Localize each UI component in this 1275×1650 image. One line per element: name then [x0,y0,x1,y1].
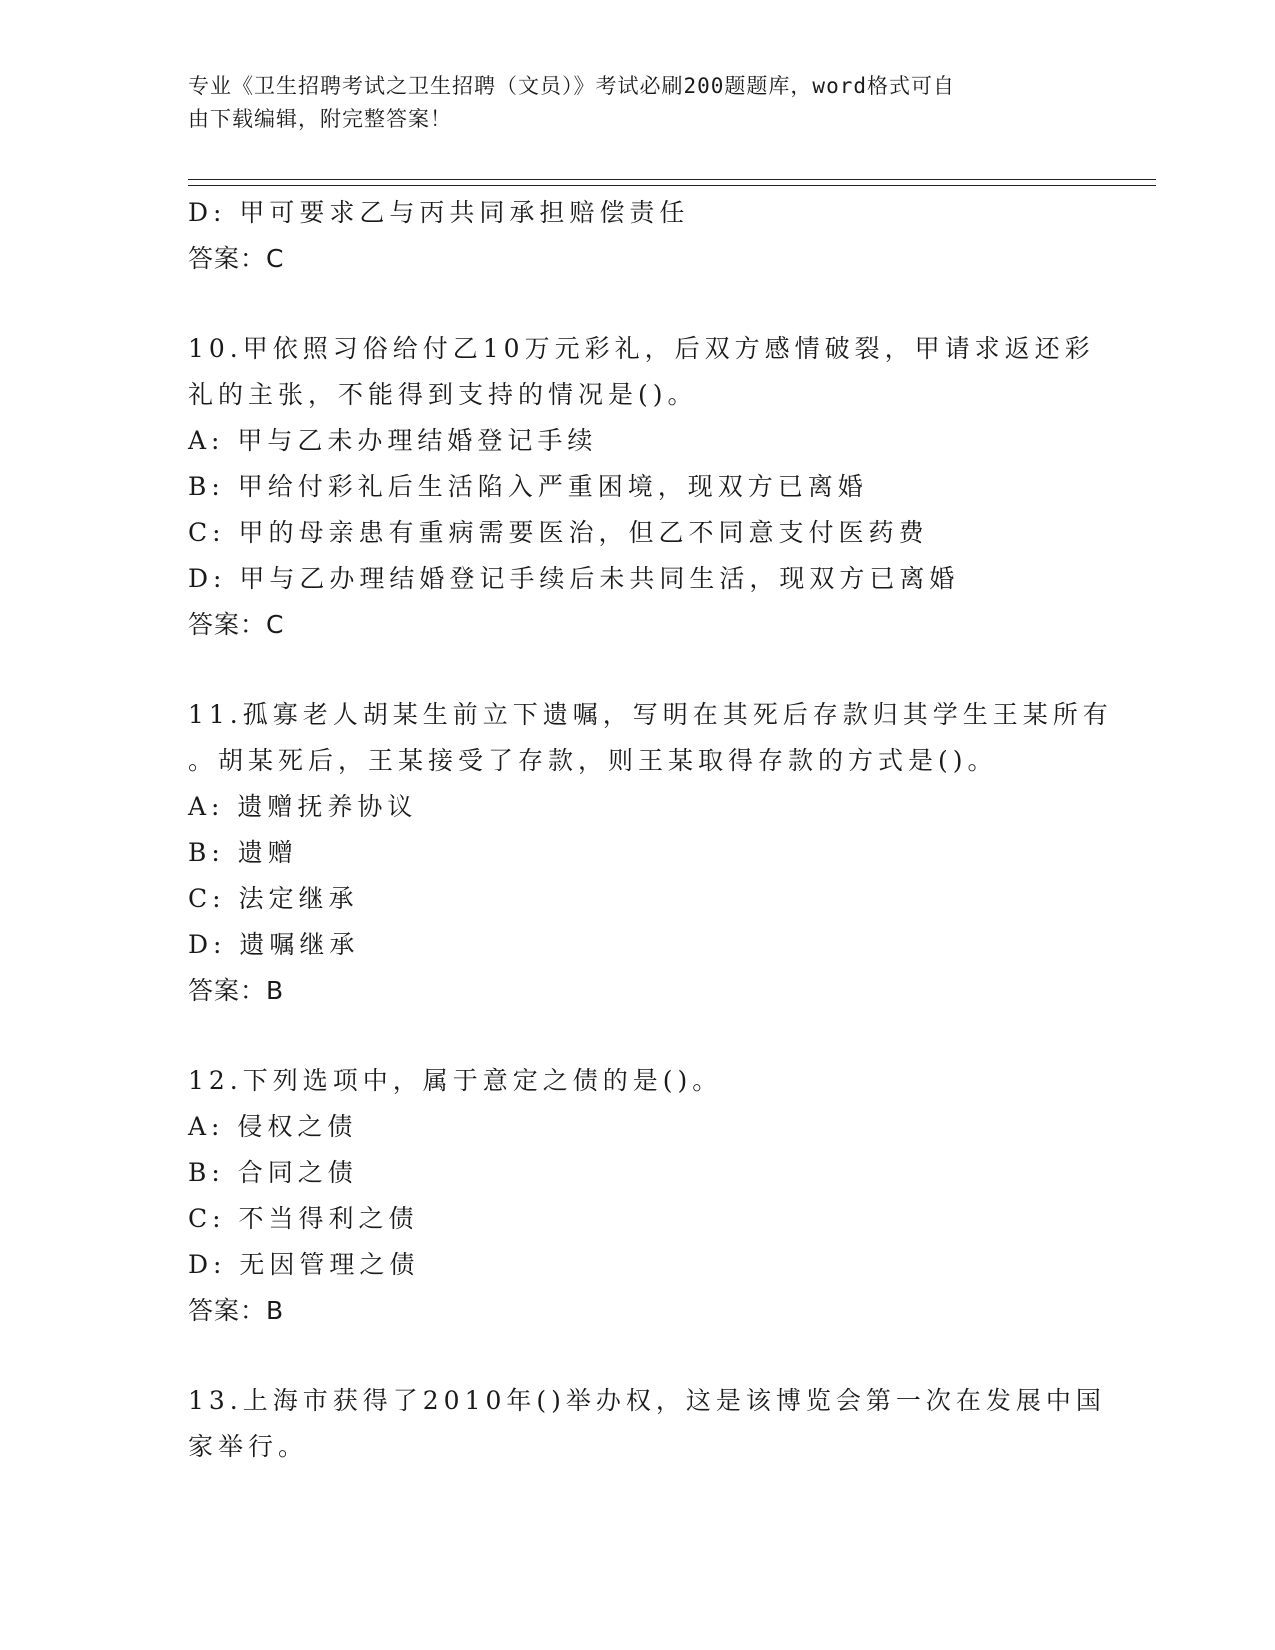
question-stem-line-1: 11.孤寡老人胡某生前立下遗嘱，写明在其死后存款归其学生王某所有 [188,700,1113,729]
spacer [188,1014,1108,1058]
option-d: D: 遗嘱继承 [188,930,360,959]
option-d: D: 甲可要求乙与丙共同承担赔偿责任 [188,198,690,227]
question-11 [188,692,1113,1014]
option-b: B: 甲给付彩礼后生活陷入严重困境，现双方已离婚 [188,472,868,501]
question-stem-line-2: 家举行。 [188,1432,309,1461]
question-stem-line-1: 12.下列选项中，属于意定之债的是()。 [188,1066,723,1095]
question-12 [188,1058,1108,1334]
spacer [188,1334,1108,1378]
document-body [188,190,1113,1470]
option-c: C: 法定继承 [188,884,359,913]
question-stem-line-2: 礼的主张，不能得到支持的情况是()。 [188,380,698,409]
answer: 答案：B [188,976,285,1005]
spacer [188,282,1108,326]
option-a: A: 侵权之债 [188,1112,358,1141]
answer: 答案：C [188,610,285,639]
answer: 答案：C [188,244,285,273]
answer: 答案：B [188,1296,285,1325]
option-c: C: 不当得利之债 [188,1204,419,1233]
header-title-line-2: 由下载编辑，附完整答案！ [188,107,452,131]
question-9-tail [188,190,1108,282]
question-10 [188,326,1108,648]
option-d: D: 无因管理之债 [188,1250,420,1279]
document-header [188,70,1088,136]
question-13 [188,1378,1108,1470]
header-divider [188,179,1156,186]
option-c: C: 甲的母亲患有重病需要医治，但乙不同意支付医药费 [188,518,929,547]
spacer [188,648,1108,692]
question-stem-line-1: 13.上海市获得了2010年()举办权，这是该博览会第一次在发展中国 [188,1386,1106,1415]
option-b: B: 遗赠 [188,838,298,867]
option-a: A: 遗赠抚养协议 [188,792,418,821]
question-stem-line-1: 10.甲依照习俗给付乙10万元彩礼，后双方感情破裂，甲请求返还彩 [188,334,1095,363]
question-stem-line-2: 。胡某死后，王某接受了存款，则王某取得存款的方式是()。 [188,746,998,775]
header-title-line-1: 专业《卫生招聘考试之卫生招聘（文员）》考试必刷200题题库，word格式可自 [188,74,955,98]
option-d: D: 甲与乙办理结婚登记手续后未共同生活，现双方已离婚 [188,564,960,593]
option-a: A: 甲与乙未办理结婚登记手续 [188,426,598,455]
option-b: B: 合同之债 [188,1158,358,1187]
